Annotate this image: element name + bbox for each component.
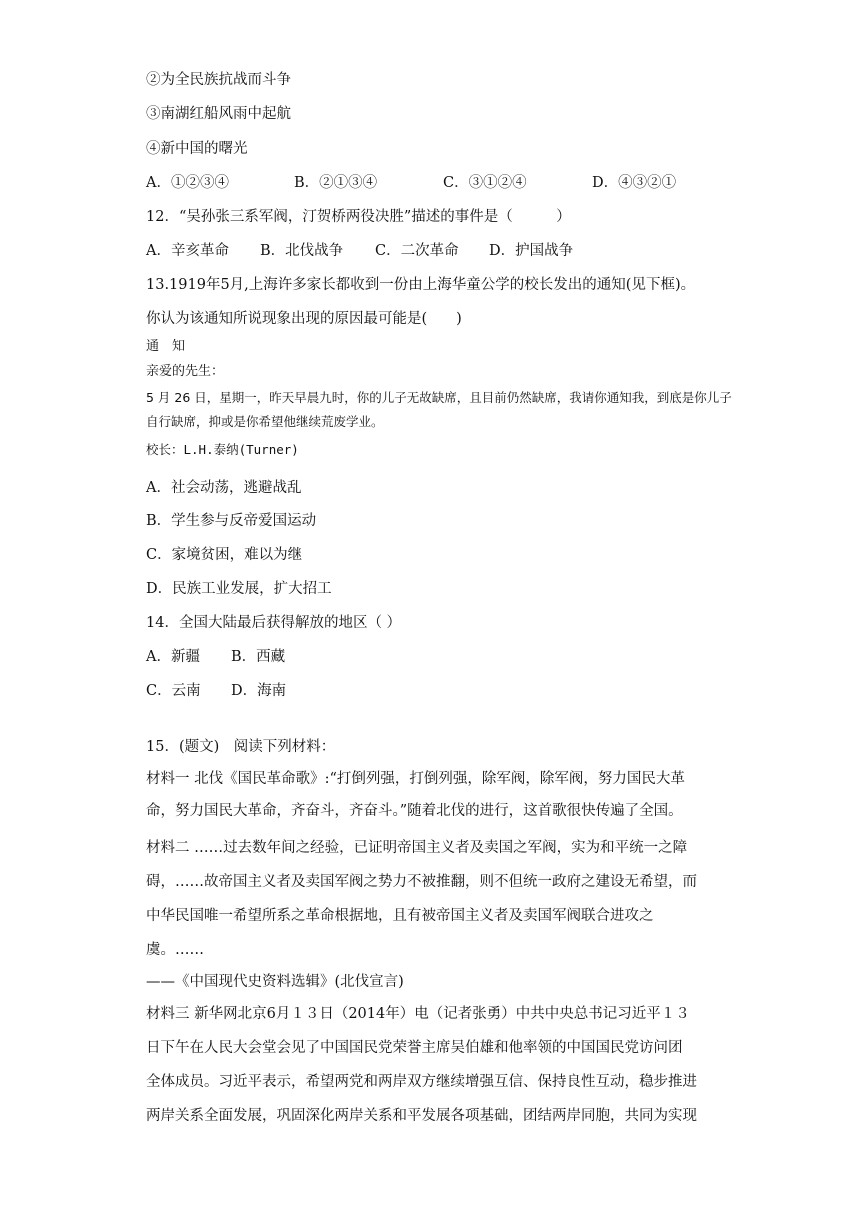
q12-option-d[interactable]: D．护国战争 bbox=[489, 243, 574, 259]
q14-stem: 14．全国大陆最后获得解放的地区（ ） bbox=[146, 615, 402, 631]
material-1-line-1: 材料一 北伐《国民革命歌》:“打倒列强，打倒列强，除军阀，除军阀，努力国民大革 bbox=[146, 771, 685, 787]
notice-greeting: 亲爱的先生： bbox=[146, 364, 225, 379]
material-3-line-3: 全体成员。习近平表示，希望两党和两岸双方继续增强互信、保持良性互动，稳步推进 bbox=[146, 1074, 697, 1090]
q13-option-c[interactable]: C．家境贫困，难以为继 bbox=[146, 547, 303, 563]
q12-option-a[interactable]: A．辛亥革命 bbox=[146, 243, 229, 259]
q11-item-3: ③南湖红船风雨中起航 bbox=[146, 106, 291, 122]
q15-stem: 15．(题文) 阅读下列材料： bbox=[146, 739, 336, 755]
q11-item-2: ②为全民族抗战而斗争 bbox=[146, 72, 291, 88]
material-2-line-2: 碍，……故帝国主义者及卖国军阀之势力不被推翻，则不但统一政府之建设无希望，而 bbox=[146, 874, 697, 890]
q14-option-a[interactable]: A．新疆 bbox=[146, 649, 200, 665]
notice-body-line-1: 5 月 26 日，星期一，昨天早晨九时，你的儿子无故缺席，且目前仍然缺席，我请你通知我，到底是你儿子 bbox=[146, 390, 732, 405]
q13-option-b[interactable]: B．学生参与反帝爱国运动 bbox=[146, 513, 317, 529]
q13-stem-line-2: 你认为该通知所说现象出现的原因最可能是( ) bbox=[146, 311, 462, 327]
q13-option-a[interactable]: A．社会动荡，逃避战乱 bbox=[146, 480, 302, 496]
q12-option-b[interactable]: B．北伐战争 bbox=[260, 243, 344, 259]
material-1-line-2: 命，努力国民大革命，齐奋斗，齐奋斗。”随着北伐的进行，这首歌很快传遍了全国。 bbox=[146, 803, 683, 819]
material-2-line-4: 虞。…… bbox=[146, 942, 204, 958]
q12-stem: 12．“吴孙张三系军阀，汀贺桥两役决胜”描述的事件是（ ） bbox=[146, 209, 571, 225]
material-2-line-3: 中华民国唯一希望所系之革命根据地，且有被帝国主义者及卖国军阀联合进攻之 bbox=[146, 908, 654, 924]
q11-item-4: ④新中国的曙光 bbox=[146, 141, 248, 157]
q14-option-d[interactable]: D．海南 bbox=[231, 683, 287, 699]
notice-signature: 校长：L.H.泰纳(Turner) bbox=[146, 442, 299, 457]
q11-option-d[interactable]: D．④③②① bbox=[592, 175, 677, 191]
q11-option-b[interactable]: B．②①③④ bbox=[294, 175, 378, 191]
material-2-line-1: 材料二 ……过去数年间之经验，已证明帝国主义者及卖国之军阀，实为和平统一之障 bbox=[146, 840, 688, 856]
q13-stem-line-1: 13.1919年5月,上海许多家长都收到一份由上海华童公学的校长发出的通知(见下框)。 bbox=[146, 277, 696, 293]
q14-option-b[interactable]: B．西藏 bbox=[231, 649, 286, 665]
material-2-source: ——《中国现代史资料选辑》(北伐宣言) bbox=[146, 974, 404, 990]
q13-option-d[interactable]: D．民族工业发展，扩大招工 bbox=[146, 581, 332, 597]
material-3-line-2: 日下午在人民大会堂会见了中国国民党荣誉主席吴伯雄和他率领的中国国民党访问团 bbox=[146, 1040, 683, 1056]
q12-option-c[interactable]: C．二次革命 bbox=[375, 243, 459, 259]
q11-option-c[interactable]: C．③①②④ bbox=[443, 175, 527, 191]
q11-option-a[interactable]: A．①②③④ bbox=[146, 175, 229, 191]
material-3-line-1: 材料三 新华网北京6月１３日（2014年）电（记者张勇）中共中央总书记习近平１３ bbox=[146, 1006, 690, 1022]
q14-option-c[interactable]: C．云南 bbox=[146, 683, 201, 699]
material-3-line-4: 两岸关系全面发展，巩固深化两岸关系和平发展各项基础，团结两岸同胞，共同为实现 bbox=[146, 1108, 697, 1124]
notice-title: 通 知 bbox=[146, 339, 186, 354]
notice-body-line-2: 自行缺席，抑或是你希望他继续荒废学业。 bbox=[146, 414, 384, 429]
